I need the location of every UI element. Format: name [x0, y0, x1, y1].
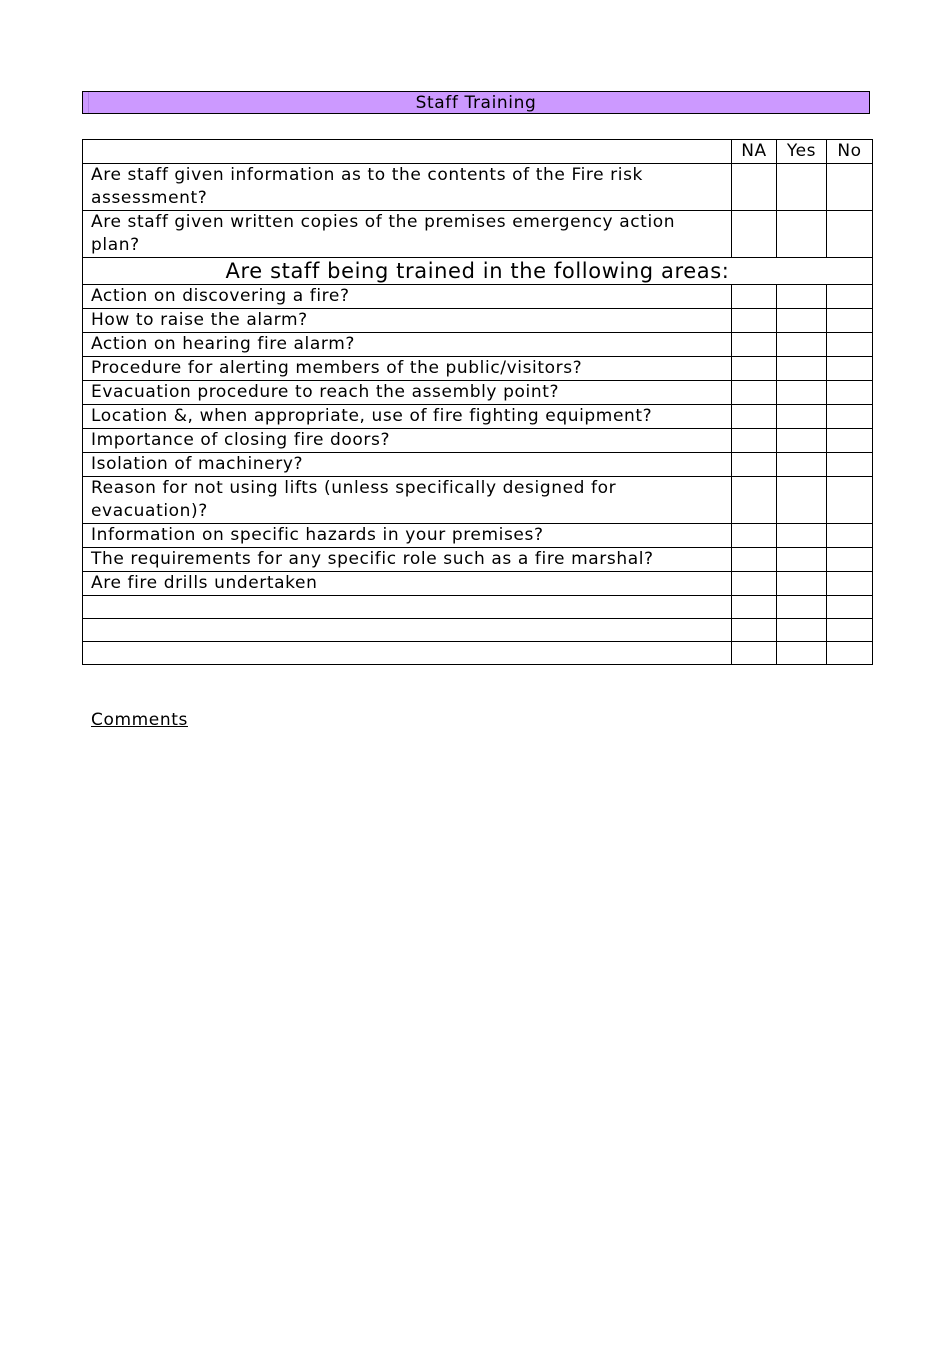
- yes-checkbox-cell[interactable]: [777, 548, 827, 572]
- blank-question-cell[interactable]: [83, 596, 732, 619]
- no-checkbox-cell[interactable]: [827, 357, 873, 381]
- question-text: Importance of closing fire doors?: [83, 429, 732, 453]
- na-checkbox-cell[interactable]: [732, 405, 777, 429]
- table-row: [83, 285, 873, 309]
- empty-table-row: [83, 642, 873, 665]
- no-checkbox-cell[interactable]: [827, 619, 873, 642]
- empty-table-row: [83, 596, 873, 619]
- question-text: Are fire drills undertaken: [83, 572, 732, 596]
- yes-checkbox-cell[interactable]: [777, 619, 827, 642]
- no-checkbox-cell[interactable]: [827, 642, 873, 665]
- yes-checkbox-cell[interactable]: [777, 164, 827, 211]
- question-text: Reason for not using lifts (unless specifically designed for evacuation)?: [83, 477, 732, 524]
- na-checkbox-cell[interactable]: [732, 596, 777, 619]
- yes-checkbox-cell[interactable]: [777, 357, 827, 381]
- na-checkbox-cell[interactable]: [732, 164, 777, 211]
- question-text: Procedure for alerting members of the public/visitors?: [83, 357, 732, 381]
- yes-checkbox-cell[interactable]: [777, 572, 827, 596]
- yes-checkbox-cell[interactable]: [777, 524, 827, 548]
- question-text: Action on hearing fire alarm?: [83, 333, 732, 357]
- na-checkbox-cell[interactable]: [732, 572, 777, 596]
- yes-checkbox-cell[interactable]: [777, 285, 827, 309]
- comments-label: Comments: [91, 710, 188, 730]
- table-row: [83, 405, 873, 429]
- no-checkbox-cell[interactable]: [827, 572, 873, 596]
- question-text: Are staff given information as to the contents of the Fire risk assessment?: [83, 164, 732, 211]
- no-checkbox-cell[interactable]: [827, 453, 873, 477]
- table-row: [83, 429, 873, 453]
- blank-question-cell[interactable]: [83, 619, 732, 642]
- question-text: Isolation of machinery?: [83, 453, 732, 477]
- na-checkbox-cell[interactable]: [732, 619, 777, 642]
- na-checkbox-cell[interactable]: [732, 381, 777, 405]
- yes-checkbox-cell[interactable]: [777, 333, 827, 357]
- question-text: Are staff given written copies of the premises emergency action plan?: [83, 211, 732, 258]
- section-heading-row: [83, 258, 873, 285]
- checklist-header-row: [83, 140, 873, 164]
- no-checkbox-cell[interactable]: [827, 164, 873, 211]
- table-row: [83, 381, 873, 405]
- question-text: The requirements for any specific role such as a fire marshal?: [83, 548, 732, 572]
- no-checkbox-cell[interactable]: [827, 211, 873, 258]
- section-title-bar: [82, 91, 870, 114]
- no-checkbox-cell[interactable]: [827, 333, 873, 357]
- table-row: [83, 524, 873, 548]
- na-checkbox-cell[interactable]: [732, 211, 777, 258]
- title-bar-edge: [88, 92, 89, 113]
- yes-checkbox-cell[interactable]: [777, 596, 827, 619]
- no-checkbox-cell[interactable]: [827, 596, 873, 619]
- na-checkbox-cell[interactable]: [732, 477, 777, 524]
- no-checkbox-cell[interactable]: [827, 477, 873, 524]
- empty-table-row: [83, 619, 873, 642]
- no-checkbox-cell[interactable]: [827, 285, 873, 309]
- yes-checkbox-cell[interactable]: [777, 477, 827, 524]
- table-row: [83, 453, 873, 477]
- yes-checkbox-cell[interactable]: [777, 429, 827, 453]
- table-row: [83, 333, 873, 357]
- yes-checkbox-cell[interactable]: [777, 309, 827, 333]
- na-checkbox-cell[interactable]: [732, 453, 777, 477]
- na-checkbox-cell[interactable]: [732, 309, 777, 333]
- no-checkbox-cell[interactable]: [827, 381, 873, 405]
- table-row: [83, 211, 873, 258]
- question-text: How to raise the alarm?: [83, 309, 732, 333]
- section-heading: Are staff being trained in the following areas:: [83, 258, 873, 285]
- table-row: [83, 548, 873, 572]
- yes-checkbox-cell[interactable]: [777, 381, 827, 405]
- column-header-yes: Yes: [777, 140, 827, 164]
- column-header-no: No: [827, 140, 873, 164]
- table-row: [83, 164, 873, 211]
- no-checkbox-cell[interactable]: [827, 524, 873, 548]
- yes-checkbox-cell[interactable]: [777, 453, 827, 477]
- question-text: Action on discovering a fire?: [83, 285, 732, 309]
- na-checkbox-cell[interactable]: [732, 548, 777, 572]
- question-column-header: [83, 140, 732, 164]
- table-row: [83, 477, 873, 524]
- table-row: [83, 357, 873, 381]
- yes-checkbox-cell[interactable]: [777, 405, 827, 429]
- yes-checkbox-cell[interactable]: [777, 211, 827, 258]
- no-checkbox-cell[interactable]: [827, 309, 873, 333]
- no-checkbox-cell[interactable]: [827, 429, 873, 453]
- blank-question-cell[interactable]: [83, 642, 732, 665]
- na-checkbox-cell[interactable]: [732, 429, 777, 453]
- question-text: Evacuation procedure to reach the assembly point?: [83, 381, 732, 405]
- na-checkbox-cell[interactable]: [732, 285, 777, 309]
- section-title: Staff Training: [415, 93, 537, 113]
- table-row: [83, 572, 873, 596]
- question-text: Location &, when appropriate, use of fire fighting equipment?: [83, 405, 732, 429]
- na-checkbox-cell[interactable]: [732, 524, 777, 548]
- column-header-na: NA: [732, 140, 777, 164]
- question-text: Information on specific hazards in your premises?: [83, 524, 732, 548]
- no-checkbox-cell[interactable]: [827, 405, 873, 429]
- yes-checkbox-cell[interactable]: [777, 642, 827, 665]
- na-checkbox-cell[interactable]: [732, 333, 777, 357]
- na-checkbox-cell[interactable]: [732, 357, 777, 381]
- na-checkbox-cell[interactable]: [732, 642, 777, 665]
- staff-training-checklist: [82, 139, 873, 665]
- no-checkbox-cell[interactable]: [827, 548, 873, 572]
- table-row: [83, 309, 873, 333]
